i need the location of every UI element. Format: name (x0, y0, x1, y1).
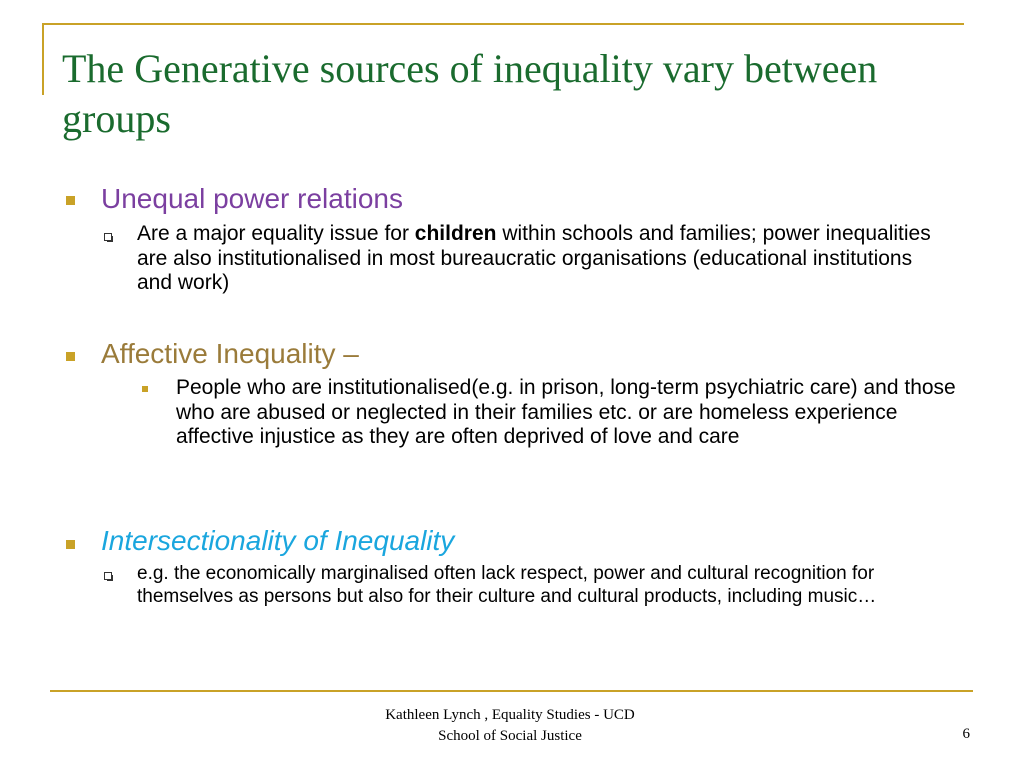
body-text-pre: Are a major equality issue for (137, 222, 415, 245)
footer-rule (50, 690, 973, 692)
section-heading-intersectionality: Intersectionality of Inequality (101, 525, 455, 556)
slide-title: The Generative sources of inequality vary between groups (62, 46, 878, 141)
gold-square-icon (66, 196, 75, 205)
checkbox-square-icon (104, 572, 112, 580)
gold-square-icon (66, 352, 75, 361)
body-text-bold: children (414, 222, 497, 245)
footer-department: School of Social Justice (438, 728, 582, 744)
gold-square-icon (66, 540, 75, 549)
footer-author: Kathleen Lynch , Equality Studies - UCD (385, 707, 635, 723)
section-body-unequal-power (137, 222, 937, 296)
gold-square-icon (142, 386, 148, 392)
section-body-affective-inequality: People who are institutionalised(e.g. in prison, long-term psychiatric care) and those who are abused or neglected in their families etc. or are homeless experience affective injustice as they are often deprived of love and care (176, 376, 956, 448)
body-text-post: within schools and families; power inequalities are also institutionalised in most bureaucratic organisations (educational institutions and work) (137, 222, 931, 294)
section-body-intersectionality: e.g. the economically marginalised often lack respect, power and cultural recognition for themselves as persons but also for their culture and cultural products, including music… (137, 563, 877, 607)
slide-footer (340, 705, 680, 747)
page-number: 6 (962, 726, 970, 742)
checkbox-square-icon (104, 233, 112, 241)
section-heading-unequal-power: Unequal power relations (101, 183, 403, 214)
section-heading-affective-inequality: Affective Inequality – (101, 338, 359, 369)
